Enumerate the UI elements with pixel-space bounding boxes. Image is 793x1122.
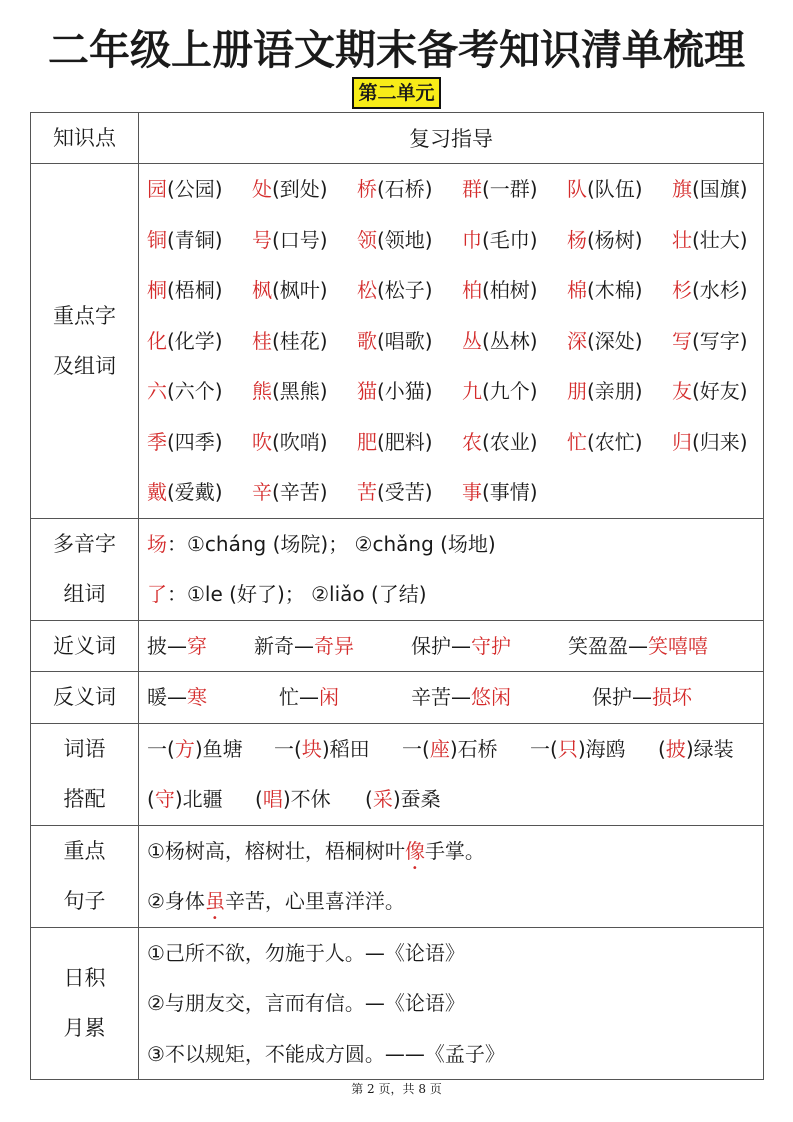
- key-char: 杉: [672, 278, 692, 302]
- char-word-pair: [672, 215, 777, 266]
- key-char-word: (小猫): [377, 379, 433, 403]
- polyphone-readings: ：①le (好了)； ②liǎo (了结): [167, 582, 427, 606]
- key-char: 苦: [357, 480, 377, 504]
- key-char: 群: [462, 177, 482, 201]
- collocation-answer: 唱: [262, 787, 283, 811]
- table-header-row: [31, 113, 764, 164]
- collocation-item: [658, 724, 734, 775]
- sentence-highlight: 像: [404, 838, 425, 863]
- key-chars-line: [147, 417, 763, 468]
- key-sentences-label: [31, 825, 139, 927]
- unit-label: 第二单元: [352, 77, 440, 109]
- collocation-text: 一(: [147, 736, 175, 761]
- collocation-text: )石桥: [449, 736, 498, 761]
- key-char: 队: [567, 177, 587, 201]
- char-word-pair: [567, 417, 672, 468]
- key-char-word: (四季): [167, 429, 223, 454]
- key-char: 园: [147, 177, 167, 201]
- char-word-pair: [357, 265, 462, 316]
- collocation-label: [31, 723, 139, 825]
- collocation-content: [139, 723, 764, 825]
- key-char: 猫: [357, 379, 377, 403]
- key-char: 肥: [357, 429, 377, 454]
- key-char-word: (石桥): [377, 177, 433, 201]
- unit-label-wrap: [0, 77, 793, 109]
- char-word-pair: [147, 265, 252, 316]
- collocation-item: [147, 774, 255, 825]
- polyphone-label-line: 组词: [63, 582, 106, 606]
- char-word-pair: [357, 417, 462, 468]
- key-char-word: (枫叶): [272, 278, 328, 302]
- header-review-guide: 复习指导: [139, 113, 764, 164]
- synonym-pair: [411, 621, 568, 672]
- key-char-word: (写字): [692, 328, 748, 353]
- char-word-pair: [672, 164, 777, 215]
- collocation-answer: 采: [372, 787, 393, 811]
- synonym-word: 笑盈盈—: [568, 633, 648, 658]
- key-chars-label-line: 重点字: [53, 303, 116, 328]
- key-char: 辛: [252, 480, 272, 504]
- key-char-word: (深处): [587, 328, 643, 353]
- collocation-text: (: [147, 787, 155, 811]
- key-char: 杨: [567, 227, 587, 252]
- collocation-row: [31, 723, 764, 825]
- key-chars-line: [147, 316, 763, 367]
- key-char: 号: [252, 227, 272, 252]
- char-word-pair: [147, 417, 252, 468]
- collocation-text: )鱼塘: [194, 736, 243, 761]
- key-chars-line: [147, 265, 763, 316]
- key-char-word: (松子): [377, 278, 433, 302]
- polyphone-char: 场: [147, 531, 167, 556]
- char-word-pair: [147, 366, 252, 417]
- synonyms-label: 近义词: [31, 620, 139, 672]
- key-char: 松: [357, 278, 377, 302]
- antonym-pair: [411, 672, 592, 723]
- char-word-pair: [672, 316, 777, 367]
- char-word-pair: [672, 366, 777, 417]
- char-word-pair: [672, 265, 777, 316]
- key-char-word: (农业): [482, 429, 538, 454]
- polyphone-readings: ：①cháng (场院)； ②chǎng (场地): [167, 531, 496, 556]
- key-char-word: (九个): [482, 379, 538, 403]
- key-char: 桐: [147, 278, 167, 302]
- char-word-pair: [357, 164, 462, 215]
- char-word-pair: [567, 215, 672, 266]
- collocation-answer: 块: [301, 736, 322, 761]
- antonyms-row: [31, 672, 764, 724]
- synonym-answer: 奇异: [314, 633, 354, 658]
- polyphone-content: [139, 518, 764, 620]
- key-char: 友: [672, 379, 692, 403]
- collocation-text: )不休: [282, 787, 331, 811]
- collocation-item: [274, 724, 402, 775]
- sentence-text: 辛苦，心里喜洋洋。: [224, 889, 405, 913]
- char-word-pair: [567, 265, 672, 316]
- key-char-word: (梧桐): [167, 278, 223, 302]
- collocation-line: [147, 774, 763, 825]
- key-char: 处: [252, 177, 272, 201]
- key-char: 柏: [462, 278, 482, 302]
- key-char: 吹: [252, 429, 272, 454]
- key-char-word: (青铜): [167, 227, 223, 252]
- key-char-word: (农忙): [587, 429, 643, 454]
- collocation-text: )海鸥: [577, 736, 626, 761]
- collocation-answer: 只: [557, 736, 578, 761]
- key-char-word: (到处): [272, 177, 328, 201]
- key-chars-line: [147, 215, 763, 266]
- char-word-pair: [252, 366, 357, 417]
- synonym-answer: 笑嘻嘻: [648, 633, 708, 658]
- synonyms-line: [147, 621, 763, 672]
- polyphone-line: [147, 569, 763, 620]
- polyphone-line: [147, 519, 763, 570]
- key-char: 戴: [147, 480, 167, 504]
- char-word-pair: [462, 316, 567, 367]
- key-char: 忙: [567, 429, 587, 454]
- char-word-pair: [252, 215, 357, 266]
- synonyms-row: [31, 620, 764, 672]
- knowledge-table: [30, 112, 764, 1080]
- char-word-pair: [462, 417, 567, 468]
- key-char-word: (壮大): [692, 227, 748, 252]
- key-chars-label: [31, 164, 139, 519]
- antonym-answer: 寒: [187, 685, 207, 709]
- key-char-word: (柏树): [482, 278, 538, 302]
- key-char: 领: [357, 227, 377, 252]
- char-word-pair: [567, 164, 672, 215]
- antonym-word: 暖—: [147, 685, 187, 709]
- synonym-pair: [568, 621, 708, 672]
- collocation-item: [530, 724, 658, 775]
- char-word-pair: [357, 366, 462, 417]
- sentence-highlight: 虽: [204, 889, 225, 913]
- sentence-text: ①杨树高，榕树壮，梧桐树叶: [147, 838, 405, 863]
- key-char: 归: [672, 429, 692, 454]
- collocation-text: )北疆: [174, 787, 223, 811]
- key-char-word: (领地): [377, 227, 433, 252]
- key-char-word: (桂花): [272, 328, 328, 353]
- key-char: 农: [462, 429, 482, 454]
- char-word-pair: [147, 215, 252, 266]
- antonym-word: 忙—: [279, 685, 319, 709]
- key-char-word: (化学): [167, 328, 223, 353]
- key-chars-content: [139, 164, 764, 519]
- key-char: 棉: [567, 278, 587, 302]
- synonym-answer: 穿: [187, 633, 207, 658]
- collocation-text: )绿装: [685, 736, 734, 761]
- key-chars-line: [147, 366, 763, 417]
- key-char: 歌: [357, 328, 377, 353]
- char-word-pair: [462, 467, 567, 518]
- collocation-text: 一(: [274, 736, 302, 761]
- char-word-pair: [147, 164, 252, 215]
- collocation-item: [365, 774, 441, 825]
- key-char-word: (唱歌): [377, 328, 433, 353]
- page-footer: 第 2 页，共 8 页: [351, 1082, 442, 1096]
- char-word-pair: [147, 316, 252, 367]
- char-word-pair: [462, 265, 567, 316]
- collocation-text: (: [365, 787, 373, 811]
- collocation-label-line: 搭配: [63, 787, 106, 811]
- key-char: 朋: [567, 379, 587, 403]
- key-char-word: (事情): [482, 480, 538, 504]
- key-char-word: (丛林): [482, 328, 538, 353]
- key-char: 桥: [357, 177, 377, 201]
- key-char-word: (队伍): [587, 177, 643, 201]
- antonym-word: 保护—: [592, 685, 652, 709]
- key-char-word: (归来): [692, 429, 748, 454]
- collocation-text: (: [255, 787, 263, 811]
- antonym-pair: [592, 672, 692, 723]
- key-char-word: (毛巾): [482, 227, 538, 252]
- antonyms-content: [139, 672, 764, 724]
- antonym-answer: 悠闲: [471, 685, 511, 709]
- char-word-pair: [252, 265, 357, 316]
- polyphone-char: 了: [147, 582, 167, 606]
- char-word-pair: [462, 215, 567, 266]
- char-word-pair: [357, 316, 462, 367]
- key-sentences-label-line: 句子: [63, 889, 106, 913]
- key-char: 壮: [672, 227, 692, 252]
- synonym-answer: 守护: [471, 633, 511, 658]
- char-word-pair: [357, 215, 462, 266]
- key-char-word: (黑熊): [272, 379, 328, 403]
- key-char-word: (杨树): [587, 227, 643, 252]
- collocation-text: 一(: [530, 736, 558, 761]
- key-char: 六: [147, 379, 167, 403]
- key-sentence: [147, 876, 763, 927]
- synonym-word: 新奇—: [254, 633, 314, 658]
- key-char: 枫: [252, 278, 272, 302]
- collocation-line: [147, 724, 763, 775]
- collocation-item: [402, 724, 530, 775]
- polyphone-label: [31, 518, 139, 620]
- synonym-word: 保护—: [411, 633, 471, 658]
- accumulation-label-line: 日积: [63, 966, 106, 991]
- key-char-word: (辛苦): [272, 480, 328, 504]
- accumulation-line: ①己所不欲，勿施于人。—《论语》: [147, 940, 465, 965]
- key-char-word: (一群): [482, 177, 538, 201]
- key-char-word: (受苦): [377, 480, 433, 504]
- char-word-pair: [147, 467, 252, 518]
- key-chars-row: [31, 164, 764, 519]
- key-char-word: (水杉): [692, 278, 748, 302]
- key-char: 熊: [252, 379, 272, 403]
- key-char: 九: [462, 379, 482, 403]
- key-char-word: (国旗): [692, 177, 748, 201]
- key-char: 深: [567, 328, 587, 353]
- key-sentences-content: [139, 825, 764, 927]
- key-char-word: (公园): [167, 177, 223, 201]
- accumulation-label: [31, 927, 139, 1080]
- collocation-item: [255, 774, 365, 825]
- key-chars-line: [147, 164, 763, 215]
- key-char-word: (六个): [167, 379, 223, 403]
- key-sentences-label-line: 重点: [63, 839, 106, 863]
- key-chars-line: [147, 467, 763, 518]
- synonym-pair: [147, 621, 254, 672]
- synonym-word: 披—: [147, 633, 187, 658]
- key-chars-label-line: 及组词: [53, 353, 116, 378]
- char-word-pair: [672, 417, 777, 468]
- char-word-pair: [567, 366, 672, 417]
- char-word-pair: [252, 164, 357, 215]
- key-char-word: (木棉): [587, 278, 643, 302]
- char-word-pair: [567, 316, 672, 367]
- collocation-answer: 披: [665, 736, 686, 761]
- key-char-word: (肥料): [377, 429, 433, 454]
- char-word-pair: [462, 164, 567, 215]
- collocation-text: 一(: [402, 736, 430, 761]
- key-sentence: [147, 826, 763, 877]
- antonym-answer: 损坏: [652, 685, 692, 709]
- char-word-pair: [252, 417, 357, 468]
- accumulation-content: [139, 927, 764, 1080]
- polyphone-label-line: 多音字: [53, 532, 116, 556]
- key-char: 旗: [672, 177, 692, 201]
- synonyms-content: [139, 620, 764, 672]
- key-char: 桂: [252, 328, 272, 353]
- antonyms-label: 反义词: [31, 672, 139, 724]
- antonym-pair: [279, 672, 411, 723]
- collocation-text: (: [658, 736, 666, 761]
- key-char: 铜: [147, 227, 167, 252]
- sentence-text: ②身体: [147, 889, 205, 913]
- key-char: 化: [147, 328, 167, 353]
- accumulation-row: [31, 927, 764, 1080]
- antonym-word: 辛苦—: [411, 685, 471, 709]
- key-char: 季: [147, 429, 167, 454]
- key-char: 事: [462, 480, 482, 504]
- collocation-answer: 方: [174, 736, 195, 761]
- collocation-item: [147, 724, 274, 775]
- antonym-pair: [147, 672, 279, 723]
- key-char-word: (爱戴): [167, 480, 223, 504]
- char-word-pair: [252, 467, 357, 518]
- char-word-pair: [252, 316, 357, 367]
- key-char-word: (口号): [272, 227, 328, 252]
- synonym-pair: [254, 621, 411, 672]
- collocation-label-line: 词语: [63, 737, 106, 761]
- accumulation-label-line: 月累: [63, 1016, 106, 1041]
- char-word-pair: [357, 467, 462, 518]
- header-knowledge-point: 知识点: [31, 113, 139, 164]
- key-char-word: (吹哨): [272, 429, 328, 454]
- key-char-word: (好友): [692, 379, 748, 403]
- polyphone-row: [31, 518, 764, 620]
- accumulation-line: ③不以规矩，不能成方圆。——《孟子》: [147, 1041, 505, 1066]
- collocation-text: )稻田: [321, 736, 370, 761]
- collocation-answer: 座: [429, 736, 450, 761]
- key-sentences-row: [31, 825, 764, 927]
- antonym-answer: 闲: [319, 685, 339, 709]
- char-word-pair: [462, 366, 567, 417]
- key-char: 巾: [462, 227, 482, 252]
- key-char-word: (亲朋): [587, 379, 643, 403]
- key-char: 写: [672, 328, 692, 353]
- page-title: 二年级上册语文期末备考知识清单梳理: [48, 26, 745, 74]
- collocation-answer: 守: [154, 787, 175, 811]
- collocation-text: )蚕桑: [392, 787, 441, 811]
- sentence-text: 手掌。: [424, 838, 485, 863]
- accumulation-line: ②与朋友交，言而有信。—《论语》: [147, 991, 465, 1015]
- antonyms-line: [147, 672, 763, 723]
- key-char: 丛: [462, 328, 482, 353]
